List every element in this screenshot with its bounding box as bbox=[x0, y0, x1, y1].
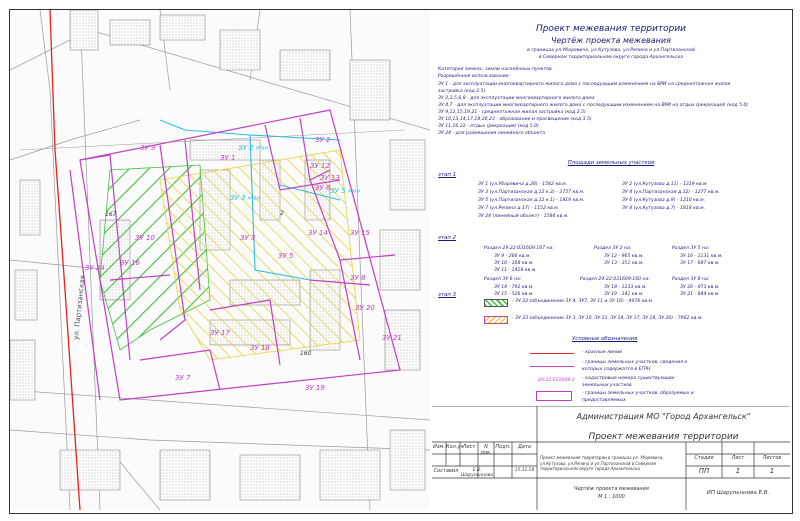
stage2-g1-l1: ЗУ 13 - 351 кв.м. bbox=[604, 261, 644, 266]
stage2-g2-l0: ЗУ 16 - 1131 кв.м. bbox=[680, 254, 723, 259]
stage1-r0c0: ЗУ 1 (ул.Уборевича д.28) - 1582 кв.м. bbox=[478, 182, 568, 187]
col-izm: Изм. bbox=[433, 444, 445, 450]
legend-item-0: - красные линии bbox=[582, 350, 622, 355]
stamp-sheet: 1 bbox=[735, 467, 741, 475]
stage2-g4-l0: ЗУ 18 - 1233 кв.м. bbox=[604, 285, 647, 290]
project-subtitle: Чертёж проекта межевания bbox=[551, 36, 671, 45]
stage2-g2-l1: ЗУ 17 - 687 кв.м. bbox=[680, 261, 720, 266]
stage3-label: этап 3 bbox=[438, 292, 457, 298]
stage2-g0-l1: ЗУ 10 - 168 кв.м. bbox=[494, 261, 534, 266]
legend-formed-plot bbox=[536, 391, 572, 401]
label-zu15: ЗУ 15 bbox=[350, 229, 370, 237]
cad-160: 160 bbox=[300, 350, 312, 357]
label-zu3: ЗУ 3 bbox=[240, 234, 256, 242]
street-label: ул. Партизанская bbox=[72, 274, 87, 341]
label-zu17: ЗУ 17 bbox=[210, 329, 230, 337]
stamp-scale: М 1 : 1000 bbox=[598, 494, 625, 500]
use-line-4: ЗУ 9,12,15,19,21 - среднеэтажная жилая застройка (код 2.5) bbox=[438, 110, 586, 115]
use-line-1: застройка (код 2.5) bbox=[438, 89, 486, 94]
stamp-role: Составил bbox=[433, 468, 459, 474]
swatch-zu23 bbox=[484, 316, 508, 324]
stage2-g1-l0: ЗУ 12 - 965 кв.м. bbox=[604, 254, 644, 259]
col-list: Лист bbox=[462, 444, 476, 450]
stage2-g3-l1: ЗУ 15 - 526 кв.м. bbox=[494, 292, 534, 297]
stage1-r0c1: ЗУ 2 (ул.Кутузова д.11) - 1319 кв.м. bbox=[622, 182, 708, 187]
label-zu8: ЗУ 8 bbox=[350, 274, 366, 282]
stage2-g4-l1: ЗУ 19 - 141 кв.м. bbox=[604, 292, 644, 297]
label-zu3ch: ЗУ 3 «ч» bbox=[230, 194, 261, 202]
stamp-drawing: Чертёж проекта межевания bbox=[574, 486, 649, 492]
label-zu1: ЗУ 1 bbox=[220, 154, 236, 162]
stage2-g5-l0: ЗУ 20 - 973 кв.м. bbox=[680, 285, 720, 290]
permitted-use-heading: Разрешённое использование: bbox=[438, 74, 511, 79]
legend-heading: Условные обозначения bbox=[572, 336, 638, 342]
legend-item-3: - границы земельных участков, образуемых и предоставляемых bbox=[582, 391, 694, 403]
legend-item-2: - кадастровые номера существующих земельных участков bbox=[582, 376, 675, 388]
stage2-g0-l0: ЗУ 9 - 266 кв.м. bbox=[494, 254, 531, 259]
stage1-r1c0: ЗУ 3 (ул.Партизанская д.12 к.2) - 3757 кв.м. bbox=[478, 190, 585, 195]
label-zu6: ЗУ 6 bbox=[315, 184, 331, 192]
legend-item-1: - границы земельных участков, сведения о которых содержатся в ЕГРН bbox=[582, 360, 688, 372]
col-podp: Подп. bbox=[495, 444, 511, 450]
label-zu9: ЗУ 9 bbox=[140, 144, 156, 152]
label-zu20: ЗУ 20 bbox=[355, 304, 375, 312]
stage1-r2c0: ЗУ 5 (ул.Партизанская д.12 к.1) - 1819 кв.м. bbox=[478, 198, 585, 203]
stage2-g5-l1: ЗУ 21 - 844 кв.м. bbox=[680, 292, 720, 297]
stage2-g3-l0: ЗУ 14 - 792 кв.м. bbox=[494, 285, 534, 290]
stamp-org-short: ИП Шарупьннова Е.В. bbox=[706, 490, 770, 496]
col-koluch: Кол.уч bbox=[446, 444, 464, 450]
legend-red-line bbox=[530, 353, 574, 354]
legend-plot-line bbox=[530, 366, 574, 367]
label-zu5ch: ЗУ 5 «ч» bbox=[330, 187, 361, 195]
label-zu7: ЗУ 7 bbox=[175, 374, 191, 382]
swatch-zu22 bbox=[484, 299, 508, 307]
col-data: Дата bbox=[518, 444, 531, 450]
use-line-3: ЗУ 4,7 - для эксплуатации многоквартирного жилого дома с последующим изменением на ВРИ на отдых (рекреация) (код 5.0) bbox=[438, 103, 749, 108]
label-zu21: ЗУ 21 bbox=[382, 334, 402, 342]
stage2-label: этап 2 bbox=[438, 235, 457, 241]
label-zu14: ЗУ 14 bbox=[308, 229, 328, 237]
stage1-label: этап 1 bbox=[438, 172, 457, 178]
label-zu24: ЗУ 24 bbox=[85, 264, 105, 272]
stage3-row1: - ЗУ 23 (объединение ЗУ 3, ЗУ 10, ЗУ 13, ЗУ 14, ЗУ 17, ЗУ 18, ЗУ 20) - 7962 кв.м. bbox=[512, 316, 703, 321]
label-zu16: ЗУ 16 bbox=[120, 259, 140, 267]
use-line-6: ЗУ 11,16,22 - отдых (рекреация) (код 5.0) bbox=[438, 124, 539, 129]
land-category: Категория земель: земли населённых пунктов bbox=[438, 67, 552, 72]
stamp-sheets-head: Листов bbox=[762, 455, 782, 461]
stage2-g0-l2: ЗУ 11 - 1418 кв.м. bbox=[494, 268, 537, 273]
stage1-r1c1: ЗУ 4 (ул.Партизанская д.12) - 1277 кв.м. bbox=[622, 190, 720, 195]
stamp-date: 15.11.18 bbox=[514, 468, 535, 473]
label-zu10: ЗУ 10 bbox=[135, 234, 155, 242]
label-zu5: ЗУ 5 bbox=[278, 252, 294, 260]
stage1-r4c0: ЗУ 24 (линейный объект) - 1584 кв.м. bbox=[478, 214, 569, 219]
stage2-g1-head: Раздел ЗУ 2 на: bbox=[594, 246, 632, 251]
use-line-5: ЗУ 10,13,14,17,18,20,23 - образование и просвещение (код 3.5) bbox=[438, 117, 592, 122]
stamp-desc: Проект межевания территории в границах ул. Уборевича, ул.Кутузова, ул.Репина и ул.Партизанской в Северном территориальном округе города Архангельска bbox=[540, 455, 664, 471]
stage1-r2c1: ЗУ 6 (ул.Кутузова д.9) - 1210 кв.м. bbox=[622, 198, 706, 203]
label-zu18: ЗУ 18 bbox=[250, 344, 270, 352]
stage2-g0-head: Раздел 29:22:031609:167 на: bbox=[484, 246, 554, 251]
stamp-sheet-head: Лист bbox=[731, 455, 745, 461]
stage1-r3c0: ЗУ 7 (ул.Репина д.17) - 1152 кв.м. bbox=[478, 206, 560, 211]
location-line-2: в Северном территориальном округе города Архангельска bbox=[538, 55, 684, 60]
stage2-g2-head: Раздел ЗУ 5 на: bbox=[672, 246, 710, 251]
use-line-0: ЗУ 1 - для эксплуатации многоквартирного жилого дома с последующим изменением на ВРИ на среднеэтажная жилая bbox=[438, 82, 731, 87]
label-zu2ch: ЗУ 2 «ч» bbox=[238, 144, 269, 152]
stage3-row0: - ЗУ 22 (объединение ЗУ 4, ЗУ7, ЗУ 11 и ЗУ 16) - 4978 кв.м. bbox=[512, 299, 654, 304]
project-title: Проект межевания территории bbox=[535, 24, 687, 34]
stamp-org: Администрация МО "Город Архангельск" bbox=[576, 412, 751, 421]
stage2-g3-head: Раздел ЗУ 6 на: bbox=[484, 277, 522, 282]
stamp-sheets: 1 bbox=[769, 467, 775, 475]
col-ndok: N док. bbox=[480, 444, 492, 456]
stamp-project: Проект межевания территории bbox=[588, 432, 739, 442]
label-zu19: ЗУ 19 bbox=[305, 384, 325, 392]
use-line-2: ЗУ 2,3,5,6,8 - для эксплуатации многоквартирного жилого дома bbox=[438, 96, 595, 101]
stage2-g4-head: Раздел 29:22:031609:160 на: bbox=[580, 277, 650, 282]
stamp-stage-head: Стадия bbox=[694, 455, 714, 461]
label-zu12: ЗУ 12 bbox=[310, 162, 330, 170]
label-zu13: ЗУ 13 bbox=[320, 174, 340, 182]
legend-cad-example: 29:22:031609:2 bbox=[538, 378, 575, 383]
location-line-1: в границах ул.Уборевича, ул.Кутузова, ул.Репина и ул.Партизанской bbox=[527, 48, 695, 53]
cadastral-map bbox=[10, 10, 430, 510]
use-line-7: ЗУ 24 - для размещения линейного объекта bbox=[438, 131, 546, 136]
stamp-stage: ПП bbox=[698, 467, 710, 475]
cad-167: 167 bbox=[105, 211, 117, 218]
label-zu2: ЗУ 2 bbox=[315, 136, 331, 144]
areas-heading: Площади земельных участков bbox=[567, 160, 655, 166]
stamp-author: Е.В. Шарупьннова bbox=[461, 468, 493, 478]
stage2-g5-head: Раздел ЗУ 8 на: bbox=[672, 277, 710, 282]
stage1-r3c1: ЗУ 8 (ул.Кутузова д.7) - 1818 кв.м. bbox=[622, 206, 706, 211]
cad-2: 2 bbox=[280, 210, 284, 217]
